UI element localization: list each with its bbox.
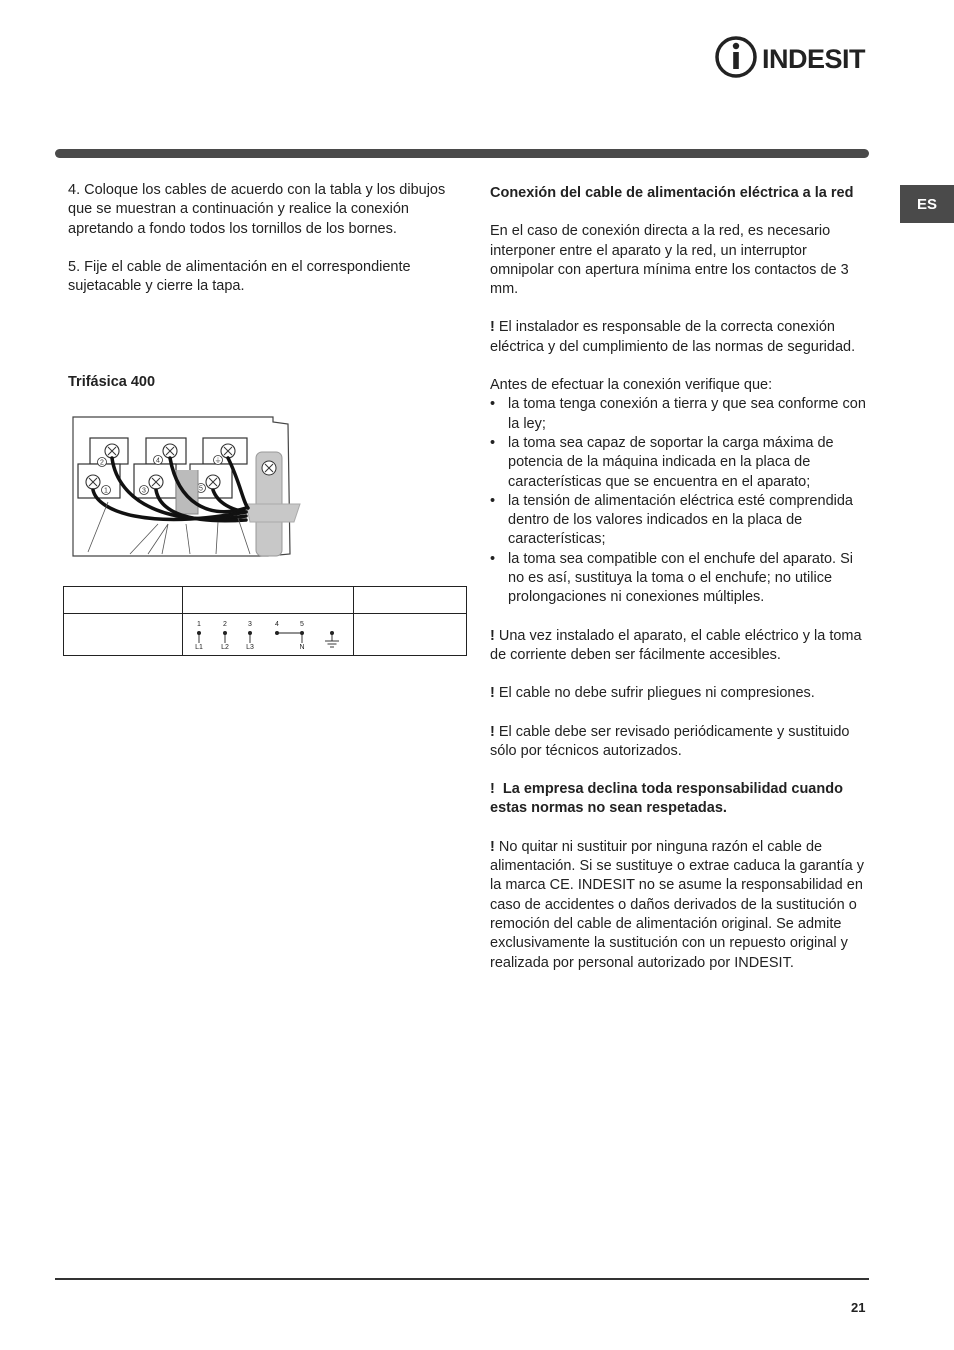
paragraph-text: La empresa declina toda responsabilidad cuando estas normas no sean respetadas. bbox=[490, 781, 843, 817]
list-item: • la tensión de alimentación eléctrica esté comprendida dentro de los valores indicados en la placa de características; bbox=[490, 492, 870, 550]
brand-text: INDESIT bbox=[762, 44, 866, 74]
terminal-label: L1 bbox=[195, 643, 203, 651]
footer-divider bbox=[55, 1278, 869, 1280]
table-row bbox=[64, 614, 467, 656]
table-cell bbox=[354, 614, 467, 656]
checklist bbox=[490, 395, 870, 607]
terminal-block-diagram bbox=[68, 412, 318, 560]
terminal-number: 1 bbox=[197, 620, 201, 628]
paragraph-inspection bbox=[490, 723, 870, 762]
warning-mark: ! bbox=[490, 838, 495, 855]
paragraph-text: Una vez instalado el aparato, el cable eléctrico y la toma de corriente deben ser fácilmente accesibles. bbox=[490, 627, 862, 663]
warning-mark: ! bbox=[490, 723, 495, 740]
left-column bbox=[68, 181, 448, 315]
paragraph-no-bends bbox=[490, 684, 870, 703]
paragraph-text: El cable debe ser revisado periódicamente y sustituido sólo por técnicos autorizados. bbox=[490, 723, 850, 759]
indesit-logo bbox=[714, 34, 874, 80]
table-cell bbox=[64, 614, 183, 656]
warning-mark: ! bbox=[490, 685, 495, 702]
paragraph-direct-connection: En el caso de conexión directa a la red, es necesario interponer entre el aparato y la red, un interruptor omnipolar con apertura mínima entre los contactos de 3 mm. bbox=[490, 223, 849, 298]
list-item: • la toma sea capaz de soportar la carga máxima de potencia de la máquina indicada en la placa de características que se encuentra en el aparato; bbox=[490, 434, 870, 492]
terminal-scheme bbox=[183, 615, 353, 655]
svg-text:2: 2 bbox=[100, 459, 104, 467]
paragraph-cable-replacement bbox=[490, 838, 870, 973]
header-divider bbox=[55, 149, 869, 158]
paragraph-liability bbox=[490, 780, 870, 819]
warning-mark: ! bbox=[490, 319, 495, 336]
page-number: 21 bbox=[851, 1300, 866, 1315]
table-cell bbox=[354, 587, 467, 614]
checklist-intro: Antes de efectuar la conexión verifique que: bbox=[490, 377, 773, 394]
terminal-label: L3 bbox=[246, 643, 254, 651]
table-cell bbox=[64, 587, 183, 614]
paragraph-text: El instalador es responsable de la correcta conexión eléctrica y del cumplimiento de las normas de seguridad. bbox=[490, 319, 856, 355]
step-4-text: 4. Coloque los cables de acuerdo con la tabla y los dibujos que se muestran a continuación y realice la conexión apretando a fondo todos los tornillos de los bornes. bbox=[68, 182, 446, 237]
terminal-label: N bbox=[299, 643, 305, 651]
svg-text:3: 3 bbox=[142, 487, 146, 495]
step-5-text: 5. Fije el cable de alimentación en el correspondiente sujetacable y cierre la tapa. bbox=[68, 258, 411, 295]
list-item: • la toma tenga conexión a tierra y que sea conforme con la ley; bbox=[490, 395, 870, 434]
warning-mark: ! bbox=[490, 781, 495, 798]
warning-mark: ! bbox=[490, 627, 495, 644]
diagram-heading: Trifásica 400 bbox=[68, 374, 156, 390]
svg-text:4: 4 bbox=[156, 457, 160, 465]
paragraph-accessible bbox=[490, 627, 870, 666]
svg-text:1: 1 bbox=[104, 487, 108, 495]
language-tab: ES bbox=[900, 185, 954, 223]
svg-text:⏚: ⏚ bbox=[214, 457, 222, 465]
terminal-number: 5 bbox=[300, 620, 304, 628]
terminal-number: 2 bbox=[223, 620, 227, 628]
paragraph-installer-responsibility bbox=[490, 318, 870, 357]
terminal-label: L2 bbox=[221, 643, 229, 651]
connection-table bbox=[63, 586, 467, 656]
table-header-row bbox=[64, 587, 467, 614]
paragraph-text: No quitar ni sustituir por ninguna razón el cable de alimentación. Si se sustituye o extrae caduca la garantía y la marca CE. INDESIT no se asume la responsabilidad en caso de accidentes o daños derivados de la sustitución o remoción del cable de alimentación original. Se admite exclusivamente la sustitución con un repuesto original y realizada por personal autorizado por INDESIT. bbox=[490, 838, 864, 971]
terminal-number: 3 bbox=[248, 620, 252, 628]
terminal-number: 4 bbox=[275, 620, 279, 628]
paragraph-text: El cable no debe sufrir pliegues ni compresiones. bbox=[498, 685, 815, 702]
section-heading: Conexión del cable de alimentación eléctrica a la red bbox=[490, 185, 854, 201]
svg-text:5: 5 bbox=[199, 485, 203, 493]
right-column bbox=[490, 184, 870, 992]
list-item: • la toma sea compatible con el enchufe del aparato. Si no es así, sustituya la toma o el enchufe; no utilice prolongaciones ni conexiones múltiples. bbox=[490, 550, 870, 608]
terminal-scheme-cell bbox=[183, 614, 354, 656]
table-cell bbox=[183, 587, 354, 614]
